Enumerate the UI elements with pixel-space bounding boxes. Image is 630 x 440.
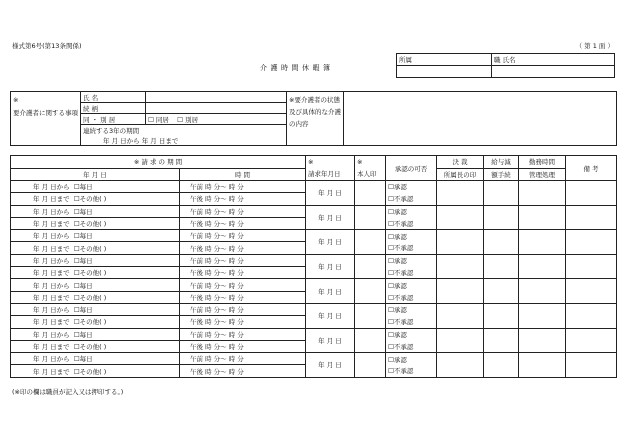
seal-label: 本人印 [357,170,377,178]
care-mark: ※ [13,96,19,104]
approve-checkbox[interactable]: ☐承認 [386,181,437,193]
daily-checkbox[interactable]: ☐毎日 [73,232,93,241]
table-row [11,353,617,365]
seal-cell[interactable] [355,230,386,255]
time-am[interactable]: 午前 時 分〜 時 分 [180,353,306,365]
time-pm[interactable]: 午後 時 分〜 時 分 [180,365,306,377]
time-pm[interactable]: 午後 時 分〜 時 分 [180,217,306,229]
seal-cell[interactable] [355,353,386,378]
salary-cell[interactable] [484,254,519,279]
seal-cell[interactable] [355,303,386,328]
other-checkbox[interactable]: ☐その他( ) [73,293,107,302]
relation-field[interactable] [146,103,287,114]
remarks-cell[interactable] [566,353,617,378]
approve-checkbox[interactable]: ☐承認 [386,303,437,315]
date-to: 年 月 日まで [33,195,70,204]
request-date-cell[interactable]: 年 月 日 [306,328,355,353]
cohabit-separate-checkbox[interactable]: ☐ 別居 [177,115,199,124]
date-from-cell[interactable] [11,353,180,365]
date-from-cell[interactable] [11,181,180,193]
daily-checkbox[interactable]: ☐毎日 [73,207,93,216]
table-row [11,279,617,291]
chief-seal-cell[interactable] [437,353,484,378]
date-from: 年 月 日から [33,330,70,339]
date-from: 年 月 日から [33,355,70,364]
time-header: 時 間 [180,168,306,181]
daily-checkbox[interactable]: ☐毎日 [73,355,93,364]
request-date-header [306,156,355,181]
signature-box [396,53,615,78]
date-to-cell[interactable] [11,267,180,279]
form-number: 様式第6号(第13条関係) [12,42,82,50]
work-time-cell[interactable] [519,181,566,206]
cohabit-same-checkbox[interactable]: ☐ 同居 [148,115,169,124]
date-to-cell[interactable] [11,193,180,205]
work-time-cell[interactable] [519,353,566,378]
date-to-cell[interactable] [11,365,180,377]
time-am[interactable]: 午前 時 分〜 時 分 [180,230,306,242]
seal-cell[interactable] [355,205,386,230]
seal-cell[interactable] [355,328,386,353]
chief-seal-header: 所属長の印 [437,168,484,181]
date-header: 年 月 日 [11,168,180,181]
daily-checkbox[interactable]: ☐毎日 [73,183,93,192]
remarks-cell[interactable] [566,254,617,279]
seal-cell[interactable] [355,279,386,304]
table-row [11,328,617,340]
salary-cell[interactable] [484,328,519,353]
period-field[interactable]: 年 月 日から 年 月 日まで [81,135,287,146]
salary-cell[interactable] [484,230,519,255]
request-table [10,155,617,378]
date-to-cell[interactable] [11,217,180,229]
dept-field[interactable] [397,66,492,78]
care-section-label [11,92,81,146]
work-time-cell[interactable] [519,205,566,230]
disapprove-checkbox[interactable]: ☐不承認 [386,340,437,352]
other-checkbox[interactable]: ☐その他( ) [73,367,107,376]
care-label: 要介護者に関する事項 [13,109,78,117]
date-from: 年 月 日から [33,306,70,315]
salary-header-1: 給与減 [484,156,519,169]
care-status-label: ※要介護者の状態及び具体的な介護の内容 [287,92,344,146]
disapprove-checkbox[interactable]: ☐不承認 [386,217,437,229]
request-date-cell[interactable]: 年 月 日 [306,205,355,230]
name-label: 氏 名 [81,92,146,103]
daily-checkbox[interactable]: ☐毎日 [73,256,93,265]
table-row [11,254,617,266]
decision-header: 決 裁 [437,156,484,169]
care-status-field[interactable] [344,92,617,146]
work-time-cell[interactable] [519,254,566,279]
daily-checkbox[interactable]: ☐毎日 [73,330,93,339]
date-to-cell[interactable] [11,242,180,254]
time-am[interactable]: 午前 時 分〜 時 分 [180,303,306,315]
time-pm[interactable]: 午後 時 分〜 時 分 [180,193,306,205]
request-date-cell[interactable]: 年 月 日 [306,254,355,279]
date-from-cell[interactable] [11,279,180,291]
time-am[interactable]: 午前 時 分〜 時 分 [180,279,306,291]
date-to-cell[interactable] [11,316,180,328]
disapprove-checkbox[interactable]: ☐不承認 [386,267,437,279]
request-date-cell[interactable]: 年 月 日 [306,353,355,378]
request-period-header: ※ 請 求 の 期 間 [11,156,306,169]
remarks-cell[interactable] [566,328,617,353]
remarks-cell[interactable] [566,279,617,304]
chief-seal-cell[interactable] [437,254,484,279]
request-date-cell[interactable]: 年 月 日 [306,230,355,255]
chief-seal-cell[interactable] [437,303,484,328]
date-to: 年 月 日まで [33,318,70,327]
work-time-cell[interactable] [519,328,566,353]
approve-checkbox[interactable]: ☐承認 [386,254,437,266]
request-date-cell[interactable]: 年 月 日 [306,303,355,328]
work-time-cell[interactable] [519,303,566,328]
table-row [11,205,617,217]
date-from-cell[interactable] [11,303,180,315]
chief-seal-cell[interactable] [437,279,484,304]
salary-cell[interactable] [484,303,519,328]
work-time-header-1: 勤務時間 [519,156,566,169]
daily-checkbox[interactable]: ☐毎日 [73,306,93,315]
date-to: 年 月 日まで [33,293,70,302]
position-name-label: 職 氏名 [492,54,615,66]
date-from-cell[interactable] [11,230,180,242]
approve-checkbox[interactable]: ☐承認 [386,279,437,291]
disapprove-checkbox[interactable]: ☐不承認 [386,316,437,328]
date-from-cell[interactable] [11,328,180,340]
disapprove-checkbox[interactable]: ☐不承認 [386,291,437,303]
cohabit-options[interactable] [146,114,287,125]
daily-checkbox[interactable]: ☐毎日 [73,281,93,290]
cohabit-label: 同 ・ 別 居 [81,114,146,125]
other-checkbox[interactable]: ☐その他( ) [73,244,107,253]
date-to-cell[interactable] [11,340,180,352]
time-pm[interactable]: 午後 時 分〜 時 分 [180,242,306,254]
date-from: 年 月 日から [33,256,70,265]
care-recipient-section [10,91,617,146]
date-from: 年 月 日から [33,232,70,241]
date-to: 年 月 日まで [33,343,70,351]
request-date-label: 請求年月日 [308,170,341,178]
date-to: 年 月 日まで [33,244,70,253]
work-time-header-2: 管理処理 [519,168,566,181]
table-row [11,230,617,242]
dept-label: 所属 [397,54,492,66]
time-am[interactable]: 午前 時 分〜 時 分 [180,328,306,340]
chief-seal-cell[interactable] [437,230,484,255]
table-row [11,303,617,315]
other-checkbox[interactable]: ☐その他( ) [73,195,107,204]
disapprove-checkbox[interactable]: ☐不承認 [386,193,437,205]
remarks-cell[interactable] [566,230,617,255]
name-field[interactable] [146,92,287,103]
period-label: 連続する3年の期間 [81,125,287,136]
date-to: 年 月 日まで [33,367,70,376]
work-time-cell[interactable] [519,230,566,255]
footer-note: (※印の欄は職員が記入又は押印する。) [12,388,124,396]
position-name-field[interactable] [492,66,615,78]
other-checkbox[interactable]: ☐その他( ) [73,343,107,351]
time-am[interactable]: 午前 時 分〜 時 分 [180,181,306,193]
request-date-cell[interactable]: 年 月 日 [306,181,355,206]
date-from: 年 月 日から [33,207,70,216]
approve-checkbox[interactable]: ☐承認 [386,230,437,242]
salary-header-2: 額手続 [484,168,519,181]
approve-checkbox[interactable]: ☐承認 [386,328,437,340]
other-checkbox[interactable]: ☐その他( ) [73,269,107,278]
chief-seal-cell[interactable] [437,205,484,230]
salary-cell[interactable] [484,205,519,230]
seal-header [355,156,386,181]
remarks-header: 備 考 [566,156,617,181]
time-am[interactable]: 午前 時 分〜 時 分 [180,254,306,266]
salary-cell[interactable] [484,279,519,304]
page-number: （ 第 1 面 ） [575,42,614,50]
date-from-cell[interactable] [11,205,180,217]
request-date-cell[interactable]: 年 月 日 [306,279,355,304]
date-from: 年 月 日から [33,183,70,192]
relation-label: 続 柄 [81,103,146,114]
seal-mark: ※ [357,158,363,166]
disapprove-checkbox[interactable]: ☐不承認 [386,365,437,377]
salary-cell[interactable] [484,181,519,206]
date-to: 年 月 日まで [33,220,70,229]
approval-header: 承認の可否 [386,156,437,181]
time-pm[interactable]: 午後 時 分〜 時 分 [180,316,306,328]
date-from-cell[interactable] [11,254,180,266]
work-time-cell[interactable] [519,279,566,304]
remarks-cell[interactable] [566,181,617,206]
seal-cell[interactable] [355,254,386,279]
salary-cell[interactable] [484,353,519,378]
seal-cell[interactable] [355,181,386,206]
remarks-cell[interactable] [566,303,617,328]
time-am[interactable]: 午前 時 分〜 時 分 [180,205,306,217]
date-to-cell[interactable] [11,291,180,303]
request-date-mark: ※ [308,158,314,166]
chief-seal-cell[interactable] [437,181,484,206]
document-title: 介護時間休暇簿 [260,64,334,72]
approve-checkbox[interactable]: ☐承認 [386,205,437,217]
remarks-cell[interactable] [566,205,617,230]
other-checkbox[interactable]: ☐その他( ) [73,220,107,229]
time-pm[interactable]: 午後 時 分〜 時 分 [180,267,306,279]
time-pm[interactable]: 午後 時 分〜 時 分 [180,340,306,352]
other-checkbox[interactable]: ☐その他( ) [73,318,107,327]
date-from: 年 月 日から [33,281,70,290]
chief-seal-cell[interactable] [437,328,484,353]
disapprove-checkbox[interactable]: ☐不承認 [386,242,437,254]
table-row [11,181,617,193]
date-to: 年 月 日まで [33,269,70,278]
time-pm[interactable]: 午後 時 分〜 時 分 [180,291,306,303]
approve-checkbox[interactable]: ☐承認 [386,353,437,365]
